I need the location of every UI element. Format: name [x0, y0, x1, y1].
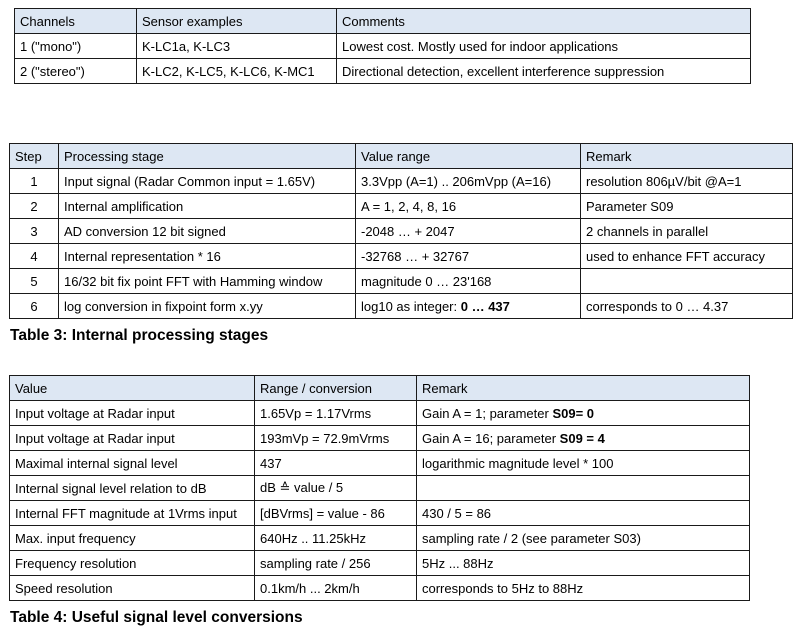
step-cell: 2	[10, 194, 59, 219]
range-cell: 0.1km/h ... 2km/h	[255, 576, 417, 601]
table-header-row	[10, 376, 750, 401]
table-row	[10, 501, 750, 526]
table-cell: 1 ("mono")	[15, 34, 137, 59]
value-cell: Internal FFT magnitude at 1Vrms input	[10, 501, 255, 526]
step-cell: 3	[10, 219, 59, 244]
table-row	[10, 269, 793, 294]
table-row	[10, 169, 793, 194]
table-header-row	[10, 144, 793, 169]
table-row	[10, 244, 793, 269]
table-row	[10, 576, 750, 601]
stage-cell: Internal representation * 16	[59, 244, 356, 269]
remark-cell: corresponds to 0 … 4.37	[581, 294, 793, 319]
processing-stages-table	[9, 143, 793, 319]
range-cell: magnitude 0 … 23'168	[356, 269, 581, 294]
range-cell: dB ≙ value / 5	[255, 476, 417, 501]
table-row	[10, 401, 750, 426]
value-cell: Speed resolution	[10, 576, 255, 601]
range-cell: -2048 … + 2047	[356, 219, 581, 244]
table-caption: Table 4: Useful signal level conversions	[10, 609, 303, 626]
remark-cell: used to enhance FFT accuracy	[581, 244, 793, 269]
value-cell: Max. input frequency	[10, 526, 255, 551]
remark-bold-text: S09 = 4	[559, 430, 605, 446]
table-cell: K-LC2, K-LC5, K-LC6, K-MC1	[137, 59, 337, 84]
table-cell: K-LC1a, K-LC3	[137, 34, 337, 59]
range-cell	[356, 294, 581, 319]
table-header-row	[15, 9, 751, 34]
table-row	[10, 526, 750, 551]
column-header: Value	[10, 376, 255, 401]
step-cell: 6	[10, 294, 59, 319]
table-row	[15, 34, 751, 59]
column-header: Sensor examples	[137, 9, 337, 34]
remark-bold-text: S09= 0	[552, 405, 595, 421]
remark-cell: resolution 806µV/bit @A=1	[581, 169, 793, 194]
column-header: Processing stage	[59, 144, 356, 169]
step-cell: 5	[10, 269, 59, 294]
remark-cell	[417, 426, 750, 451]
table-row	[10, 294, 793, 319]
range-cell: 1.65Vp = 1.17Vrms	[255, 401, 417, 426]
remark-cell: logarithmic magnitude level * 100	[417, 451, 750, 476]
column-header: Channels	[15, 9, 137, 34]
column-header: Remark	[581, 144, 793, 169]
range-cell: 640Hz .. 11.25kHz	[255, 526, 417, 551]
step-cell: 4	[10, 244, 59, 269]
column-header: Remark	[417, 376, 750, 401]
channels-table	[14, 8, 751, 84]
remark-cell: sampling rate / 2 (see parameter S03)	[417, 526, 750, 551]
table-cell: 2 ("stereo")	[15, 59, 137, 84]
table-row	[15, 59, 751, 84]
value-cell: Input voltage at Radar input	[10, 426, 255, 451]
table-row	[10, 476, 750, 501]
value-cell: Frequency resolution	[10, 551, 255, 576]
remark-cell: corresponds to 5Hz to 88Hz	[417, 576, 750, 601]
range-cell: sampling rate / 256	[255, 551, 417, 576]
range-text: log10 as integer:	[361, 298, 461, 314]
remark-cell	[417, 401, 750, 426]
remark-cell: 5Hz ... 88Hz	[417, 551, 750, 576]
stage-cell: 16/32 bit fix point FFT with Hamming window	[59, 269, 356, 294]
value-cell: Internal signal level relation to dB	[10, 476, 255, 501]
remark-text: Gain A = 1; parameter	[422, 405, 553, 421]
table-row	[10, 219, 793, 244]
column-header: Comments	[337, 9, 751, 34]
remark-cell: 430 / 5 = 86	[417, 501, 750, 526]
range-cell: -32768 … + 32767	[356, 244, 581, 269]
range-cell: 437	[255, 451, 417, 476]
remark-cell: Parameter S09	[581, 194, 793, 219]
remark-text: Gain A = 16; parameter	[422, 430, 560, 446]
value-cell: Maximal internal signal level	[10, 451, 255, 476]
table-row	[10, 426, 750, 451]
value-cell: Input voltage at Radar input	[10, 401, 255, 426]
remark-cell	[417, 476, 750, 501]
signal-level-conversions-table	[9, 375, 750, 601]
range-cell: [dBVrms] = value - 86	[255, 501, 417, 526]
column-header: Step	[10, 144, 59, 169]
stage-cell: AD conversion 12 bit signed	[59, 219, 356, 244]
range-cell: 193mVp = 72.9mVrms	[255, 426, 417, 451]
remark-cell	[581, 269, 793, 294]
range-cell: A = 1, 2, 4, 8, 16	[356, 194, 581, 219]
stage-cell: log conversion in fixpoint form x.yy	[59, 294, 356, 319]
step-cell: 1	[10, 169, 59, 194]
remark-cell: 2 channels in parallel	[581, 219, 793, 244]
column-header: Range / conversion	[255, 376, 417, 401]
table-cell: Directional detection, excellent interference suppression	[337, 59, 751, 84]
table-row	[10, 551, 750, 576]
table-row	[10, 194, 793, 219]
table-row	[10, 451, 750, 476]
range-cell: 3.3Vpp (A=1) .. 206mVpp (A=16)	[356, 169, 581, 194]
column-header: Value range	[356, 144, 581, 169]
stage-cell: Internal amplification	[59, 194, 356, 219]
table-cell: Lowest cost. Mostly used for indoor applications	[337, 34, 751, 59]
range-bold-text: 0 … 437	[460, 298, 510, 314]
stage-cell: Input signal (Radar Common input = 1.65V)	[59, 169, 356, 194]
table-caption: Table 3: Internal processing stages	[10, 327, 269, 344]
